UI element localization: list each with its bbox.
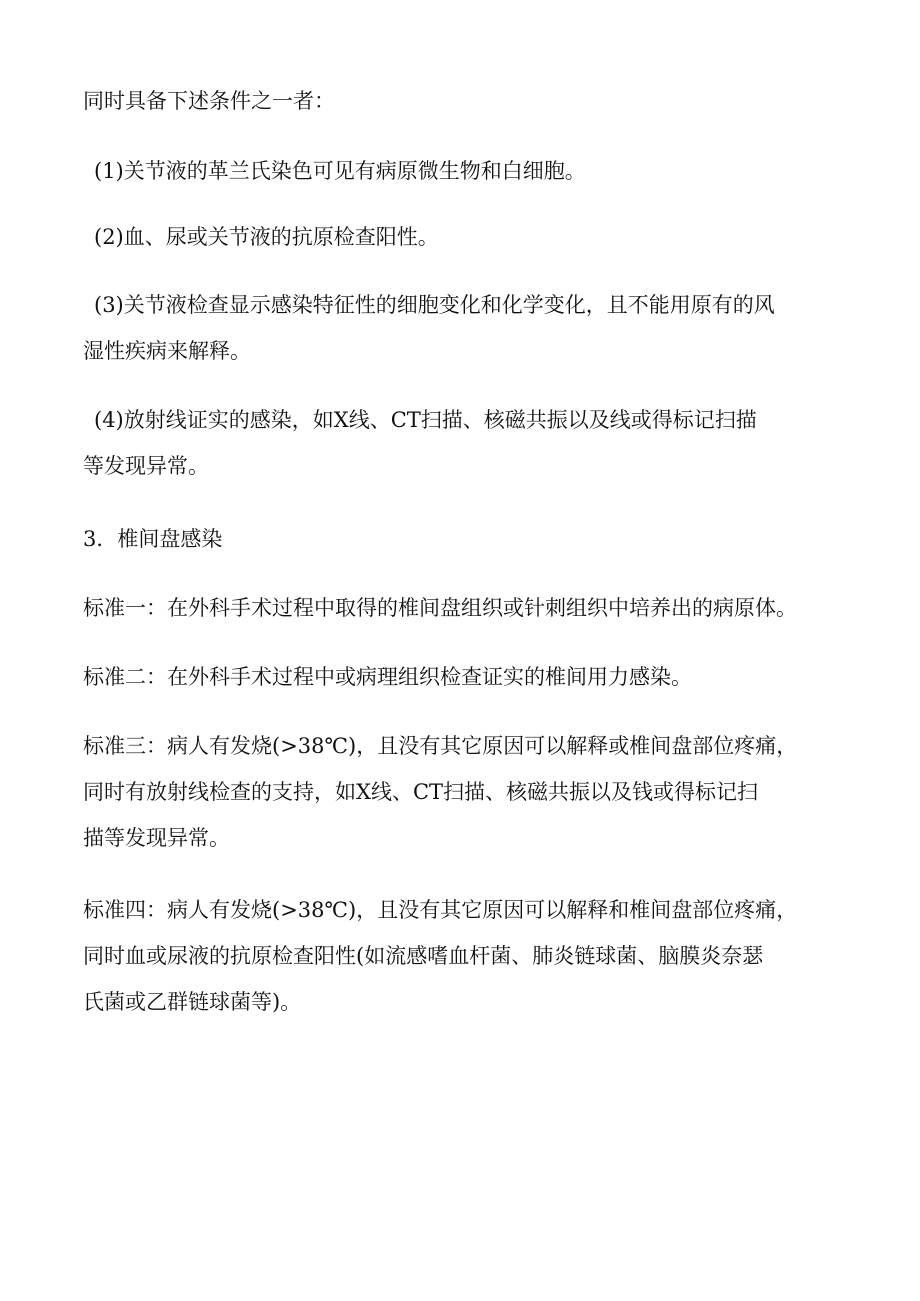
standard-4-paragraph	[83, 887, 797, 1025]
intro-paragraph	[83, 78, 335, 124]
condition-3-line-1: (3)关节液检查显示感染特征性的细胞变化和化学变化，且不能用原有的风	[94, 293, 775, 317]
intro-text: 同时具备下述条件之一者：	[83, 89, 335, 113]
standard-3-line-2: 同时有放射线检查的支持，如X线、CT扫描、核磁共振以及钱或得标记扫	[83, 780, 759, 804]
condition-1-line-1: (1)关节液的革兰氏染色可见有病原微生物和白细胞。	[94, 159, 586, 183]
condition-4-line-2: 等发现异常。	[83, 454, 209, 478]
standard-1-line-1: 标准一：在外科手术过程中取得的椎间盘组织或针刺组织中培养出的病原体。	[83, 596, 797, 620]
standard-2-line-1: 标准二：在外科手术过程中或病理组织检查证实的椎间用力感染。	[83, 665, 692, 689]
standard-3-paragraph	[83, 723, 797, 861]
condition-1-paragraph	[94, 148, 586, 194]
section-heading-text: 3．椎间盘感染	[83, 527, 223, 551]
condition-3-line-2: 湿性疾病来解释。	[83, 339, 251, 363]
standard-2-paragraph	[83, 654, 692, 700]
condition-3-paragraph	[83, 282, 775, 374]
condition-4-paragraph	[83, 397, 757, 489]
condition-2-paragraph	[94, 214, 439, 260]
standard-4-line-3: 氏菌或乙群链球菌等)。	[83, 990, 302, 1014]
condition-2-line-1: (2)血、尿或关节液的抗原检查阳性。	[94, 225, 439, 249]
condition-4-line-1: (4)放射线证实的感染，如X线、CT扫描、核磁共振以及线或得标记扫描	[94, 408, 757, 432]
section-heading	[83, 516, 222, 562]
standard-4-line-1: 标准四：病人有发烧(>38℃)，且没有其它原因可以解释和椎间盘部位疼痛，	[83, 898, 798, 922]
standard-1-paragraph	[83, 585, 797, 631]
standard-4-line-2: 同时血或尿液的抗原检查阳性(如流感嗜血杆菌、肺炎链球菌、脑膜炎奈瑟	[83, 944, 764, 968]
standard-3-line-3: 描等发现异常。	[83, 826, 230, 850]
standard-3-line-1: 标准三：病人有发烧(>38℃)，且没有其它原因可以解释或椎间盘部位疼痛，	[83, 734, 798, 758]
